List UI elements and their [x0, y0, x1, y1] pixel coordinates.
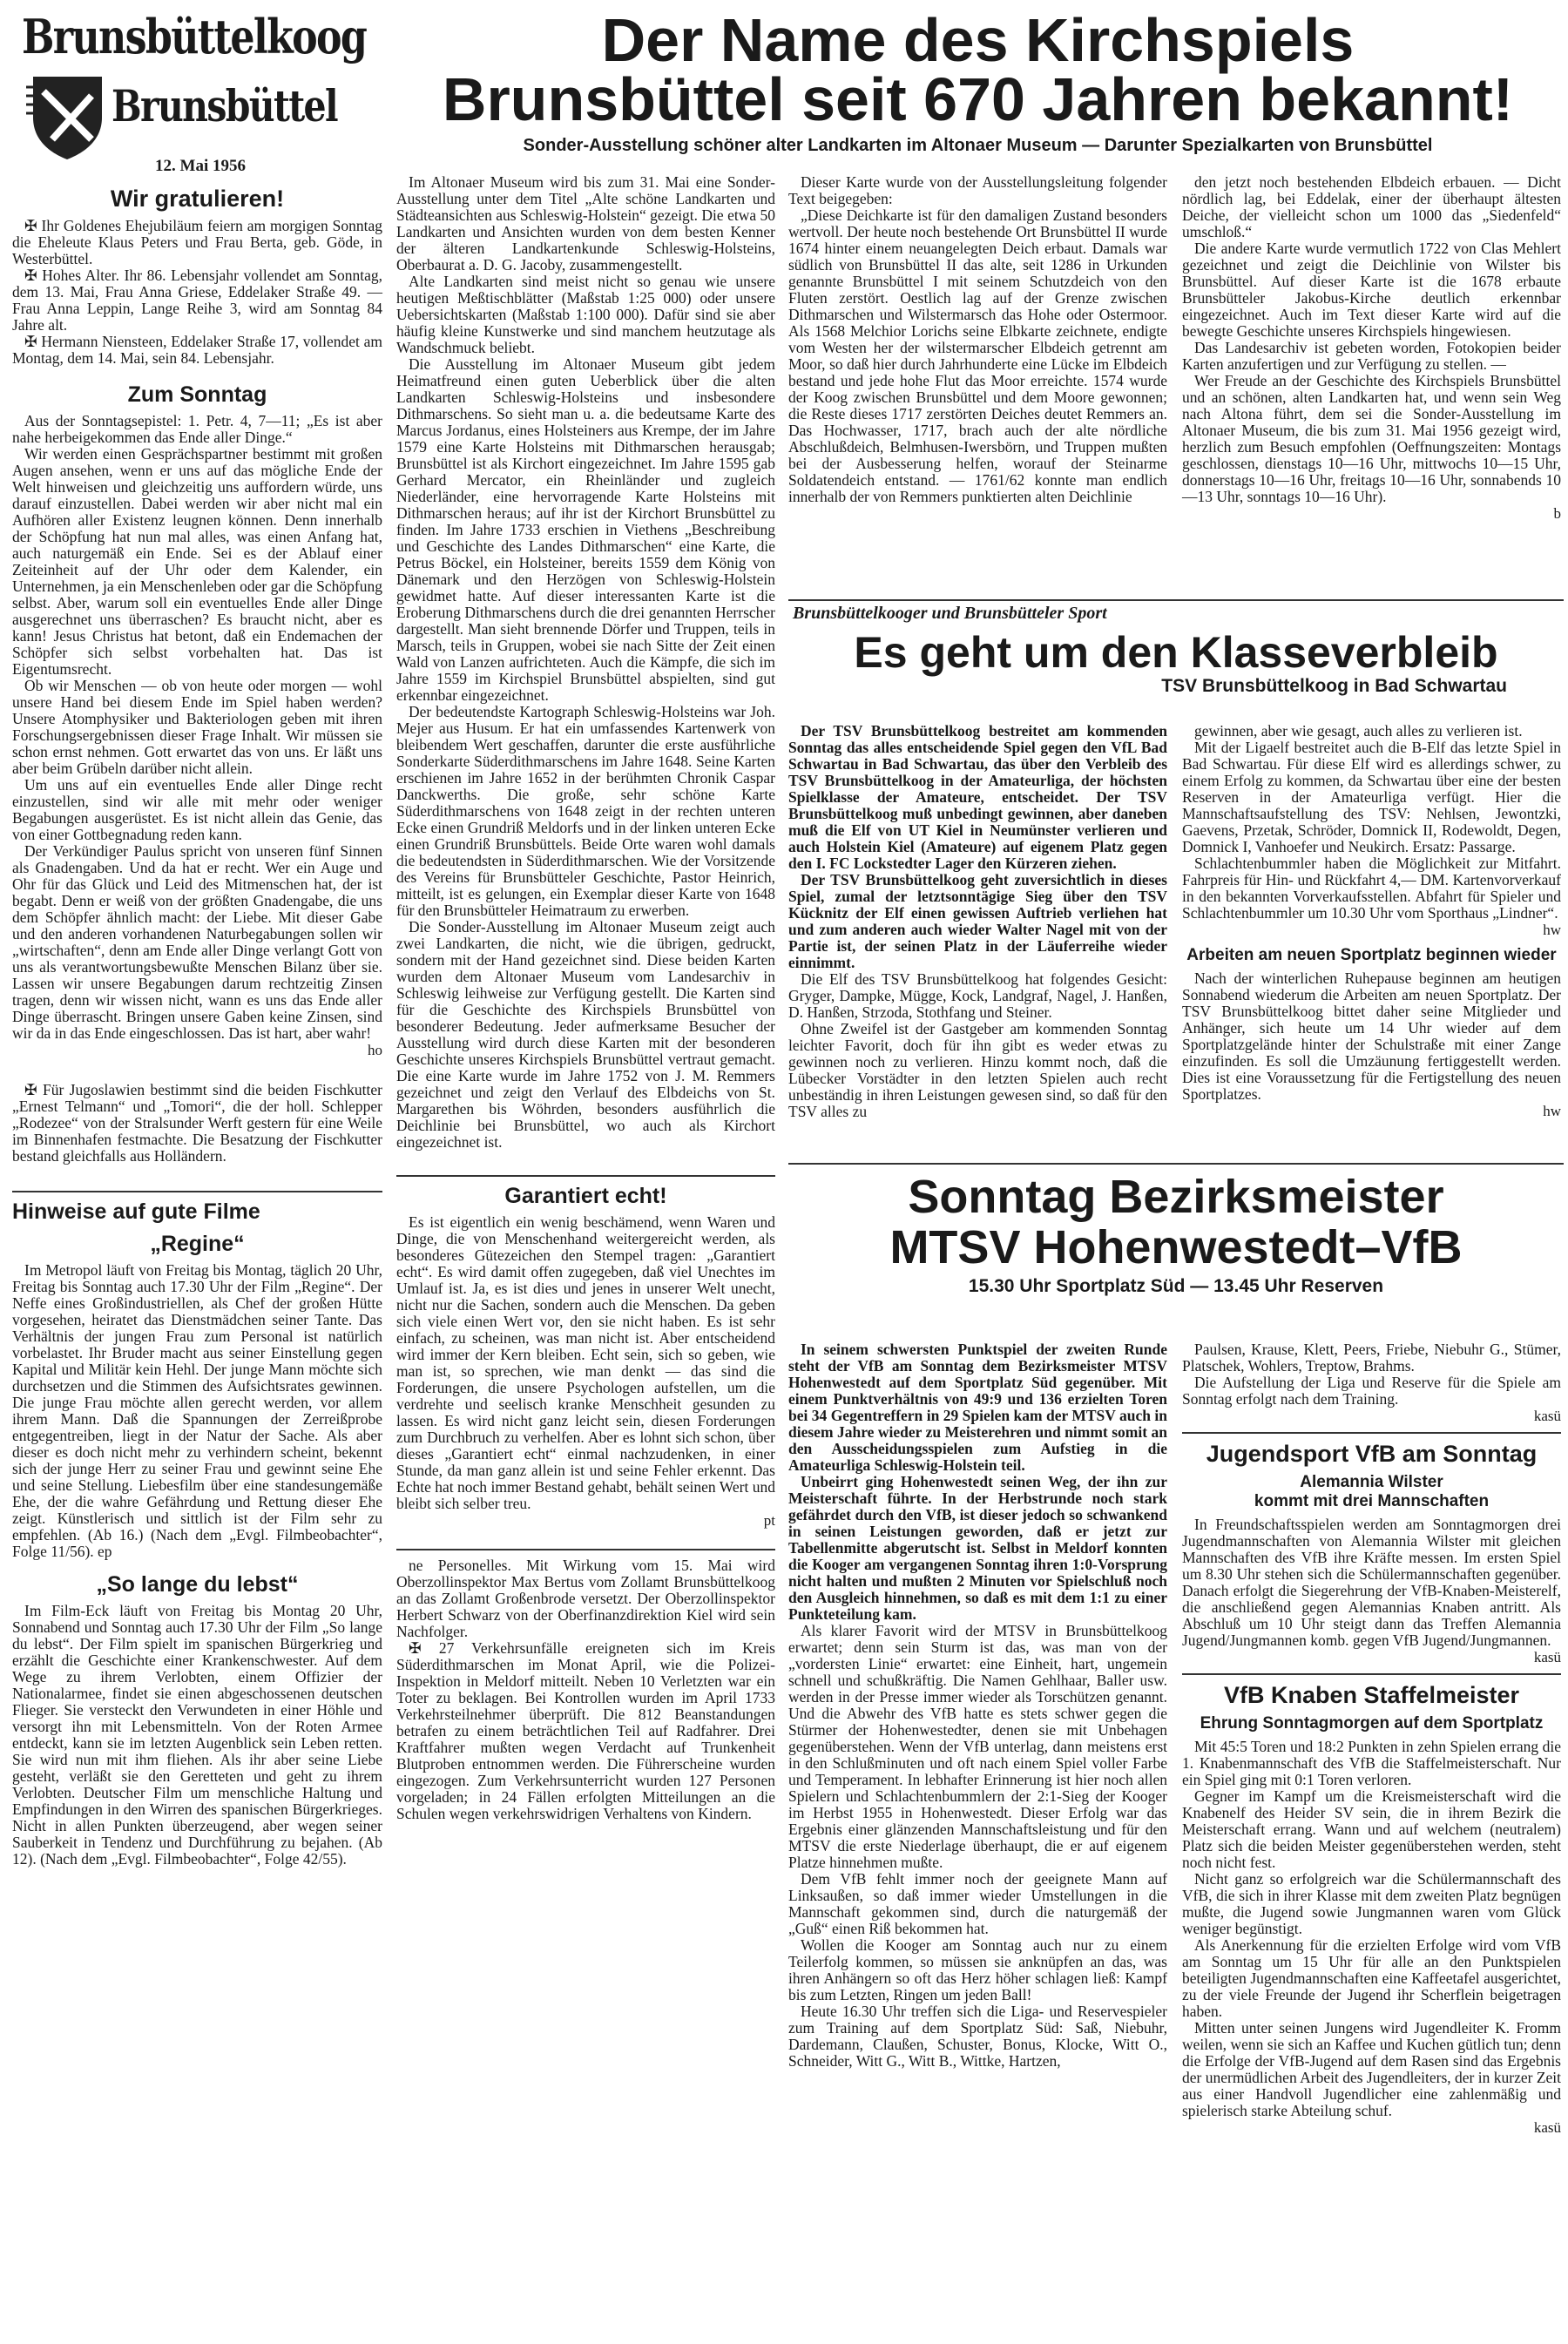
paragraph: Der TSV Brunsbüttelkoog geht zuversichtlich in dieses Spiel, zumal der letztsonntägige Sieg über den TSV Kücknitz der Elf einen gewissen Auftrieb verliehen hat und zum anderen auch wieder Walter Nagel mit von der Partie ist, der seinen Platz in der Läuferreihe wieder einnimmt.: [788, 871, 1167, 971]
paragraph: Unbeirrt ging Hohenwestedt seinen Weg, der ihn zur Meisterschaft führte. In der Herbstrunde noch stark gefährdet durch den VfB, ist dieser jedoch so schwankend in seinen Leistungen geworden, daß er jetzt zur Tabellenmitte abgerutscht ist. Selbst in Meldorf konnten die Kooger am vergangenen Sonntag ihren 1:0-Vorsprung nicht halten und mußten 2 Minuten vor Spielschluß noch den Ausgleich hinnehmen, so daß es mit dem 1:1 zu einer Punkteteilung kam.: [788, 1473, 1167, 1623]
paragraph: den jetzt noch bestehenden Elbdeich erbauen. — Dicht nördlich lag, bei Eddelak, einer der überhaupt ältesten Deiche, der vielleicht schon um 1000 das „Siedenfeld“ umschloß.“: [1182, 173, 1561, 240]
paragraph: Als Anerkennung für die erzielten Erfolge wird vom VfB am Sonntag um 15 Uhr für alle an den Punktspielen beteiligten Jugendmannschaften eine Kaffeetafel ausgerichtet, zu der viele Freunde der Jugend ihr Scherflein beigetragen haben.: [1182, 1936, 1561, 2020]
section-title-knaben-staffelmeister: VfB Knaben Staffelmeister: [1223, 1682, 1520, 1708]
sport-subline-hohenwestedt: 15.30 Uhr Sportplatz Süd — 13.45 Uhr Reserven: [968, 1276, 1384, 1296]
author-sig: hw: [1543, 922, 1561, 938]
paragraph: Wer Freude an der Geschichte des Kirchspiels Brunsbüttel und an schönen, alten Landkarten hat, und wenn sein Weg nach Altona führt, dem sei die Sonder-Ausstellung im Altonaer Museum, die bis zum 31. Mai 1956 gezeigt wird, herzlich zum Besuch empfohlen (Oeffnungszeiten: Montags geschlossen, dienstags 10—16 Uhr, mittwochs 10—15 Uhr, donnerstags 10—16 Uhr, freitags 10—16 Uhr, sonnabends 10—13 Uhr, sonntags 10—16 Uhr).: [1182, 372, 1561, 505]
paragraph: Im Altonaer Museum wird bis zum 31. Mai eine Sonder-Ausstellung unter dem Titel „Alte schöne Landkarten und Städteansichten aus Schleswig-Holstein“ gezeigt. Die etwa 50 Landkarten und Ansichten wurden von dem besten Kenner der älteren Landkartenkunde Schleswig-Holsteins, Oberbaurat a. D. G. Jacoby, zusammengestellt.: [396, 173, 775, 274]
film-title-regine: „Regine“: [150, 1232, 245, 1256]
knaben-body: [1182, 1739, 1561, 2119]
film-title-so-lange-du-lebst: „So lange du lebst“: [96, 1572, 299, 1597]
paragraph: Es ist eigentlich ein wenig beschämend, wenn Waren und Dinge, die von Menschenhand weitergereicht werden, als besonderes Gütezeichen den Stempel tragen: „Garantiert echt“. Es wird damit offen zugegeben, daß viel Unechtes im Umlauf ist. Ja, es ist dies und jenes in unserer Welt unecht, nicht nur die Sachen, sondern auch die Menschen. Da geben sich viele einen Wert vor, den sie nicht haben. Es ist sehr einfach, zu scheinen, was man nicht ist. Aber entscheidend wird immer der Kern bleiben. Echt sein, sich so geben, wie man ist, so sprechen, wie man denkt — das sind die Forderungen, die unsere Psychologen aufstellen, um die verdrehte und seelisch kranke Menschheit gesunden zu lassen. Es wird nicht ganz leicht sein, diesen Forderungen zum Durchbruch zu verhelfen. Aber es lohnt sich schon, über dieses „Garantiert echt“ einmal nachzudenken, in einer Stunde, da man ganz allein ist und seine Fehler erkennt. Das Echte hat noch immer Bestand gehabt, behält seinen Wert und bleibt sich selber treu.: [396, 1213, 775, 1512]
paragraph: Mit der Ligaelf bestreitet auch die B-Elf das letzte Spiel in Bad Schwartau. Für diese Elf wird es allerdings schwer, zu einem Erfolg zu kommen, da Schwartau über eine der besten Reserven in der Amateurliga verfügt. Hier die Mannschaftsaufstellung des TSV: Nehlsen, Jewontzki, Gaevens, Przetak, Schröder, Domnick II, Rodewoldt, Degen, Domnick I, Vanhoefer und Neukirch. Ersatz: Passarge.: [1182, 739, 1561, 855]
sport-a2-body-cont: [1182, 1341, 1561, 1408]
author-sig: kasü: [1533, 1649, 1561, 1665]
paragraph: Wollen die Kooger am Sonntag auch nur zu einem Teilerfolg kommen, so müssen sie anknüpfen an das, was ihren Anhängern so oft das Herz höher schlagen ließ: Kampf bis zum Letzten, Ringen um jeden Ball!: [788, 1936, 1167, 2003]
paragraph: In seinem schwersten Punktspiel der zweiten Runde steht der VfB am Sonntag dem Bezirksmeister MTSV Hohenwestedt auf dem Sportplatz Süd gegenüber. Mit einem Punktverhältnis von 49:9 und 136 erzielten Toren bei 34 Gegentreffern in 29 Spielen kam der MTSV auch in diesem Jahre wieder zu Meisterehren und nimmt somit an den Ausscheidungsspielen zum Aufstieg in die Amateurliga Schleswig-Holstein teil.: [788, 1341, 1167, 1474]
sport-headline-hohenwestedt: [793, 1172, 1559, 1297]
lead-article-part-2: [788, 174, 1167, 505]
jugendsport-subline-1: Alemannia Wilster: [1300, 1473, 1443, 1491]
paragraph: Dieser Karte wurde von der Ausstellungsleitung folgender Text beigegeben:: [788, 173, 1167, 207]
divider: [396, 1175, 775, 1177]
paragraph: Der bedeutendste Kartograph Schleswig-Holsteins war Joh. Mejer aus Husum. Er hat ein umfassendes Kartenwerk von bleibendem Wert geschaffen, darunter die erste ausführliche Sonderkarte Süderdithmarschens im Jahre 1648. Seine Karten erschienen im Jahre 1652 in der berühmten Chronik Caspar Danckwerths. Die große, sehr schöne Karte Süderdithmarschens von 1648 zeigt in der rechten unteren Ecke einen Grundriß Meldorfs und in der linken unteren Ecke einen Grundriß Brunsbüttels. Beide Orte waren wohl damals die bedeutendsten in Süderdithmarschen. Wie der Vorsitzende des Vereins für Brunsbütteler Geschichte, Pastor Heinrich, mitteilt, ist es gelungen, ein Exemplar dieser Karte von 1648 für den Brunsbütteler Heimatraum zu erwerben.: [396, 703, 775, 919]
garantiert-echt-body: [396, 1214, 775, 1512]
headline-line-2: MTSV Hohenwestedt–VfB: [889, 1221, 1463, 1273]
masthead: [17, 9, 383, 174]
lead-article-part-1: [396, 174, 775, 1151]
headline-line-2: Brunsbüttel seit 670 Jahren bekannt!: [442, 65, 1514, 133]
paragraph: Die Aufstellung der Liga und Reserve für die Spiele am Sonntag erfolgt nach dem Training.: [1182, 1374, 1561, 1408]
paragraph: Der Verkündiger Paulus spricht von unseren fünf Sinnen als Gnadengaben. Und da hat er recht. Wer ein Auge und Ohr für das Glück und Leid des Mitmenschen hat, der ist begabt. Denn er weiß von der größten Gnadengabe, die uns dem Schöpfer ähnlich macht: der Liebe. Mit dieser Gabe und den anderen vorhandenen Naturbegabungen sollen wir „wirtschaften“, denn am Ende aller Dinge verlangt Gott von uns als verantwortungsbewußte Menschen Bilanz über sie. Lassen wir unsere Begabungen darum rechtzeitig Zinsen tragen, denn wir wissen nicht, wann es uns das Ende aller Dinge überrascht. Bringen unsere Gaben keine Zinsen, sind wir da in das Ende eingeschlossen. Das ist hart, aber wahr!: [12, 842, 382, 1042]
divider: [1182, 1673, 1561, 1675]
sport-a1-body: [788, 971, 1167, 1120]
paragraph: gewinnen, aber wie gesagt, auch alles zu verlieren ist.: [1194, 722, 1523, 740]
sport-headline-klasseverbleib: Es geht um den Klasseverbleib: [854, 628, 1498, 677]
author-sig: kasü: [1533, 2119, 1561, 2136]
local-news-briefs: [396, 1557, 775, 1822]
sport-kicker: Brunsbüttelkooger und Brunsbütteler Sport: [793, 604, 1107, 623]
paragraph: Wir werden einen Gesprächspartner bestimmt mit großen Augen ansehen, wenn er uns auf das mögliche Ende der Welt hinweisen und gleichzeitig uns auffordern würde, uns darauf einzustellen. Dabei werden wir aber nicht mal ein Aufhören aller Existenz leugnen können. Denn innerhalb der Schöpfung hat nun mal alles, was einen Anfang hat, auch naturgemäß ein Ende. Sei es der Ablauf einer Zeiteinheit auf der Uhr oder dem Kalender, ein Unternehmen, ja ein Menschenleben oder gar die Schöpfung selbst. Aber, warum soll ein eventuelles Ende aller Dinge ausgerechnet uns überraschen? Es braucht nicht, aber es kann! Jesus Christus hat betont, daß ein Endemachen der Schöpfer sich selbst vorbehalten hat. Das ist Eigentumsrecht.: [12, 445, 382, 678]
paragraph: Die Elf des TSV Brunsbüttelkoog hat folgendes Gesicht: Gryger, Dampke, Mügge, Kock, Landgraf, Nagel, J. Hanßen, D. Hanßen, Strzoda, Stothfang und Steiner.: [788, 970, 1167, 1021]
paragraph: ✠ Ihr Goldenes Ehejubiläum feiern am morgigen Sonntag die Eheleute Klaus Peters und Frau Berta, geb. Göde, in Westerbüttel.: [12, 217, 382, 267]
paragraph: ✠ Hermann Niensteen, Eddelaker Straße 17, vollendet am Montag, dem 14. Mai, sein 84. Lebensjahr.: [12, 333, 382, 367]
sport-a1-column-3: [788, 723, 1167, 1120]
column-4-lead: [1182, 174, 1561, 523]
film-review-so-lange-du-lebst: Im Film-Eck läuft von Freitag bis Montag 20 Uhr, Sonnabend und Sonntag auch 17.30 Uhr der Film „So lange du lebst“. Der Film spielt im spanischen Bürgerkrieg und erzählt die Geschichte einer Krankenschwester. Auf dem Wege zu ihrem Verlobten, einem Offizier der Nationalarmee, findet sie einen abgeschossenen deutschen Flieger. Sie versteckt den Verwundeten in einer Höhle und versorgt ihn mit Lebensmitteln. Von der Roten Armee entdeckt, kann sie im letzten Augenblick sein Leben retten. Sie wird nun mit ihm fliehen. Als ihr aber seine Liebe gesteht, verläßt sie den Geretteten und geht zu ihrem Verlobten. Deutscher Film um menschliche Haltung und Empfindungen in den Wirren des spanischen Bürgerkrieges. Nicht in allen Punkten überzeugend, aber wegen seiner Sauberkeit in Tendenz und Durchführung zu bejahen. (Ab 12). (Nach dem „Evgl. Filmbeobachter“, Folge 42/55).: [12, 1602, 382, 1868]
sport-section-header: [793, 604, 1559, 697]
paragraph: Ohne Zweifel ist der Gastgeber am kommenden Sonntag leichter Favorit, doch für ihn gibt es weder etwas zu gewinnen noch zu verlieren. Hinzu kommt noch, daß die Lübecker Vorstädter in den letzten Spielen auch recht unbeständig in ihren Leistungen gewesen sind, so daß für den TSV alles zu: [788, 1020, 1167, 1120]
section-title-sportplatz: Arbeiten am neuen Sportplatz beginnen wieder: [1186, 946, 1557, 964]
divider: [788, 1163, 1564, 1165]
masthead-title-brunsbuettel: Brunsbüttel: [112, 80, 337, 132]
author-sig: ho: [368, 1042, 382, 1058]
sport-a2-body: [788, 1623, 1167, 2070]
section-title-jugendsport: Jugendsport VfB am Sonntag: [1206, 1441, 1538, 1467]
masthead-title-brunsbuettelkoog: Brunsbüttelkoog: [22, 9, 367, 64]
sport-a1-body-cont: [1182, 723, 1561, 922]
column-2: [396, 174, 775, 1822]
film-review-regine: Im Metropol läuft von Freitag bis Montag, täglich 20 Uhr, Freitag bis Sonntag auch 17.30 Uhr der Film „Regine“. Der Neffe eines Großindustriellen, als Chef der großen Hütte vorgesehen, heiratet das Dienstmädchen seiner Tante. Das Verhältnis der jungen Frau zum Personal ist natürlich vorbelastet. Ihr Bruder macht aus seiner Einstellung gegen Kapital und Militär kein Hehl. Der junge Mann möchte sich durchsetzen und die Stimmen des Aufsichtsrates gewinnen. Die junge Frau möchte allen gerecht werden, vor allem ihrem Mann. Daß die Spannungen der Zerreißprobe entgegentreiben, liegt in der Natur der Sache. Als aber dieser es doch nicht mehr zu verhindern scheint, bekennt sich der junge Herr zu seiner Frau und gewinnt seine Ehe und seine Stellung. Liebesfilm über eine standesungemäße Ehe, der die wahre Gefährdung und Rettung dieser Ehe zeigt. Künstlerisch und sittlich ist der Film sehr zu empfehlen. (Ab 16.) (Nach dem „Evgl. Filmbeobachter“, Folge 11/56). ep: [12, 1261, 382, 1560]
sport-a2-lead: [788, 1341, 1167, 1623]
paragraph: Dem VfB fehlt immer noch der geeignete Mann auf Linksaußen, so daß immer wieder Umstellungen in die Mannschaft gekommen sind, durch die naturgemäß der „Guß“ einen Riß bekommen hat.: [788, 1870, 1167, 1937]
paragraph: ✠ 27 Verkehrsunfälle ereigneten sich im Kreis Süderdithmarschen im Monat April, wie die Polizei-Inspektion in Meldorf mitteilt. Neben 10 Verletzten war ein Toter zu beklagen. Bei Kontrollen wurden im April 1733 Verkehrsteilnehmer überprüft. Die 812 Beanstandungen betrafen zu einem beträchtlichen Teil auf Radfahrer. Drei Kraftfahrer mußten wegen Verdacht auf Trunkenheit Blutproben entnommen werden. Die Führerscheine wurden eingezogen. Zum Verkehrsunterricht wurden 127 Personen vorgeladen; in 24 Fällen erfolgten Mitteilungen an die Schulen wegen verkehrswidrigen Verhaltens von Kindern.: [396, 1639, 775, 1822]
sport-a1-column-4: [1182, 723, 1561, 1120]
section-title-gratulieren: Wir gratulieren!: [110, 186, 285, 212]
jugendsport-subline-2: kommt mit drei Mannschaften: [1254, 1492, 1490, 1510]
paragraph: Aus der Sonntagsepistel: 1. Petr. 4, 7—11; „Es ist aber nahe herbeigekommen das Ende aller Dinge.“: [12, 412, 382, 446]
paragraph: Heute 16.30 Uhr treffen sich die Liga- und Reservespieler zum Training auf dem Sportplatz Süd: Saß, Niebuhr, Dardemann, Claußen, Schuster, Bonus, Klocke, Witt O., Schneider, Witt G., Witt B., Wittke, Hartzen,: [788, 2003, 1167, 2070]
lead-headline: [392, 6, 1564, 156]
sport-a2-column-3: [788, 1341, 1167, 2070]
sport-a1-lead: [788, 723, 1167, 971]
paragraph: Schlachtenbummler haben die Möglichkeit zur Mitfahrt. Fahrpreis für Hin- und Rückfahrt 4,— DM. Kartenvorverkauf in den bekannten Vorverkaufsstellen. Abfahrt für Spieler und Schlachtenbummler um 10.30 Uhr vom Sporthaus „Lindner“.: [1182, 855, 1561, 922]
coat-of-arms-icon: [26, 70, 109, 161]
author-sig: b: [1553, 505, 1561, 522]
zum-sonntag-body: [12, 413, 382, 1042]
paragraph: Die Sonder-Ausstellung im Altonaer Museum zeigt auch zwei Landkarten, die nicht, wie die übrigen, gedruckt, sondern mit der Hand gezeichnet sind. Diese beiden Karten wurden dem Altonaer Museum vom Landesarchiv in Schleswig leihweise zur Verfügung gestellt. Die Karten sind für die Geschichte des Kirchspiels Brunsbüttel von besonderer Bedeutung. Jeder aufmerksame Besucher der Ausstellung wird durch diese Karten mit der besonderen Geschichte unseres Kirchspiels Brunsbüttel vertraut gemacht. Die eine Karte wurde im Jahre 1752 von J. M. Remmers gezeichnet und zeigt den Verlauf des Elbdeichs von St. Margarethen bis Wöhrden, besonders ausführlich die Deichlinie bei Brunsbüttel, wo auch als Kirchort eingezeichnet ist.: [396, 918, 775, 1151]
paragraph: Die andere Karte wurde vermutlich 1722 von Clas Mehlert gezeichnet und zeigt die Deichlinie von Wilster bis Brunsbüttel. Auf dieser Karte ist die 1678 erbaute Brunsbütteler Jakobus-Kirche deutlich erkennbar eingezeichnet. Auch im Text dieser Karte wird auf die bewegte Geschichte unseres Kirchspiels hingewiesen.: [1182, 240, 1561, 340]
author-sig: pt: [763, 1512, 775, 1529]
paragraph: Paulsen, Krause, Klett, Peers, Friebe, Niebuhr G., Stümer, Platschek, Wohlers, Treptow, Brahms.: [1182, 1341, 1561, 1375]
author-sig: hw: [1543, 1103, 1561, 1119]
author-sig: kasü: [1533, 1408, 1561, 1424]
lead-article-part-3: [1182, 174, 1561, 505]
paragraph: „Diese Deichkarte ist für den damaligen Zustand besonders wertvoll. Der heute noch bestehende Ort Brunsbüttel II wurde 1674 hinter einem neuangelegten Deich erbaut. Damals war südlich von Brunsbüttel II das alte, seit 1286 in Urkunden genannte Brunsbüttel I mit seinem Schutzdeich von den Fluten zerstört. Oestlich lag auf der Grenze zwischen Dithmarschen und Wilstermarsch das Hohe oder Ostermoor. Als 1568 Melchior Lorichs seine Elbkarte zeichnete, endigte vom Westen her der wilstermarscher Elbdeich getrennt am Moor, so daß hier durch Jahrhunderte eine Lücke im Elbdeich bestand und jede hohe Flut das Moor erreichte. 1574 wurde der Koog zwischen Brunsbüttel und dem Moore gewonnen; die Reste dieses 1717 zerstörten Deiches deutet Remmers an. Das Hochwasser, 1717, brach auch der alte nördliche Abschlußdeich, Belmhusen-Iwersbörn, und Truppen mußten bei der Ausbesserung helfen, worauf der Steinarme Soldatendeich entstand. — 1761/62 konnte man endlich innerhalb der von Remmers punktierten alten Deichlinie: [788, 206, 1167, 505]
paragraph: ne Personelles. Mit Wirkung vom 15. Mai wird Oberzollinspektor Max Bertus vom Zollamt Brunsbüttelkoog an das Zollamt Großenbrode versetzt. Der Oberzollinspektor Herbert Schwarz von der Oberfinanzdirektion Kiel wird sein Nachfolger.: [396, 1557, 775, 1640]
paragraph: Mit 45:5 Toren und 18:2 Punkten in zehn Spielen errang die 1. Knabenmannschaft des VfB die Staffelmeisterschaft. Nur ein Spiel ging mit 0:1 Toren verloren.: [1182, 1738, 1561, 1788]
paragraph: Der TSV Brunsbüttelkoog bestreitet am kommenden Sonntag das alles entscheidende Spiel gegen den VfL Bad Schwartau in Bad Schwartau, das über den Verbleib des TSV Brunsbüttelkoog in der Amateurliga, der höchsten Spielklasse der Amateure, entscheidet. Der TSV Brunsbüttelkoog muß unbedingt gewinnen, aber daneben muß die Elf von UT Kiel in Neumünster verlieren und auch Holstein Kiel (Amateure) auf eigenem Platz gegen den I. FC Lockstedter Lager den Kürzeren ziehen.: [788, 722, 1167, 872]
section-title-zum-sonntag: Zum Sonntag: [127, 382, 267, 407]
paragraph: In Freundschaftsspielen werden am Sonntagmorgen drei Jugendmannschaften von Alemannia Wilster mit gleichen Mannschaften des VfB ihre Kräfte messen. Im ersten Spiel um 8.30 Uhr stehen sich die Schülermannschaften gegenüber. Danach erfolgt die Siegerehrung der VfB-Knaben-Meisterelf, die anschließend gegen Alemannias Knaben antritt. Als Abschluß um 10 Uhr steigt dann das Treffen Alemannia Jugend/Jungmannen komb. gegen VfB Jugend/Jungmannen.: [1182, 1516, 1561, 1649]
sportplatz-body: Nach der winterlichen Ruhepause beginnen am heutigen Sonnabend wiederum die Arbeiten am neuen Sportplatz. Der TSV Brunsbüttelkoog bittet daher seine Mitglieder und Anhänger, sich heute um 14 Uhr wieder auf dem Sportplatzgelände hinter der Schulstraße mit einer Zange einzufinden. Es soll die Umzäunung fertiggestellt werden. Dies ist eine Voraussetzung für die Fertigstellung des neuen Sportplatzes.: [1182, 969, 1561, 1103]
paragraph: Gegner im Kampf um die Kreismeisterschaft wird die Knabenelf des Heider SV sein, die in ihrem Bezirk die Meisterschaft errang. Wann und auf welchem (neutralem) Platz sich die beiden Meister gegenüberstehen werden, steht noch nicht fest.: [1182, 1787, 1561, 1871]
lead-subheadline: Sonder-Ausstellung schöner alter Landkarten im Altonaer Museum — Darunter Spezialkarten von Brunsbüttel: [523, 136, 1433, 155]
knaben-subline: Ehrung Sonntagmorgen auf dem Sportplatz: [1200, 1714, 1544, 1733]
issue-date: 12. Mai 1956: [155, 157, 246, 175]
jugendsport-body: [1182, 1517, 1561, 1649]
section-title-filme: Hinweise auf gute Filme: [12, 1199, 260, 1224]
divider: [12, 1191, 382, 1192]
paragraph: Alte Landkarten sind meist nicht so genau wie unsere heutigen Meßtischblätter (Maßstab 1:25 000) oder unsere Uebersichtskarten (Maßstab 1:100 000). Dafür sind sie aber häufig kleine Kunstwerke und sind manchem heutzutage als Wandschmuck beliebt.: [396, 273, 775, 356]
sport-a2-column-4: [1182, 1341, 1561, 2137]
column-1: [12, 179, 382, 1868]
divider: [1182, 1432, 1561, 1434]
section-title-garantiert-echt: Garantiert echt!: [504, 1184, 667, 1208]
paragraph: Ob wir Menschen — ob von heute oder morgen — wohl unsere Hand bei diesem Ende im Spiel haben werden? Unsere Atomphysiker und Bakteriologen geben mit ihren Forschungsergebnissen dieser Frage Inhalt. Wir müssen sie schon ernst nehmen. Gott erwartet das von uns. Er läßt uns aber beim Grübeln darüber nicht allein.: [12, 677, 382, 777]
paragraph: Als klarer Favorit wird der MTSV in Brunsbüttelkoog erwartet; denn sein Sturm ist das, was man von der „vordersten Linie“ erwartet: eine Einheit, hart, ungemein schnell und schußkräftig. Die Namen Gehlhaar, Baller usw. werden in der Presse immer wieder als Torschützen genannt. Und die Abwehr des VfB hatte es stets schwer gegen die Stürmer der Hohenwestedter, denen sie mit Unbehagen gegenüberstehen. Wenn der VfB unterlag, dann meistens erst in den Schlußminuten und oft nach einem Spiel voller Farbe und Temperament. In lebhafter Erinnerung ist hier noch allen Spielern und Schlachtenbummlern der 2:1-Sieg der Kooger im Herbst 1955 in Hohenwestedt. Dieser Erfolg war das Ergebnis einer glänzenden Mannschaftsleistung und für den MTSV die erste Niederlage überhaupt, die er auf eigenem Platze hinnehmen mußte.: [788, 1622, 1167, 1871]
jugoslawien-notice: ✠ Für Jugoslawien bestimmt sind die beiden Fischkutter „Ernest Telmann“ und „Tomori“, die der holl. Schlepper „Rodezee“ von der Stralsunder Werft gestern für eine Weile im Binnenhafen festmachte. Die Besatzung der Fischkutter bestand gleichfalls aus Holländern.: [12, 1081, 382, 1165]
divider: [788, 599, 1564, 601]
column-3-lead: [788, 174, 1167, 505]
paragraph: Mitten unter seinen Jungens wird Jugendleiter K. Fromm weilen, wenn sie sich an Kaffee und Kuchen gütlich tun; denn die Erfolge der VfB-Jugend auf dem Rasen sind das Ergebnis der unermüdlichen Arbeit des Jugendleiters, der in kurzer Zeit aus einer Handvoll Jugendlicher eine zahlenmäßig und spielerisch starke Abteilung schuf.: [1182, 2019, 1561, 2119]
paragraph: Nicht ganz so erfolgreich war die Schülermannschaft des VfB, die sich in ihrer Klasse mit dem zweiten Platz begnügen mußte, die Jugend sowie Jungmannen waren vom Glück weniger begünstigt.: [1182, 1870, 1561, 1937]
headline-line-1: Sonntag Bezirksmeister: [908, 1171, 1444, 1223]
paragraph: Um uns auf ein eventuelles Ende aller Dinge recht einzustellen, sind wir alle mit mehr oder weniger Begabungen ausgerüstet. Es ist nicht allein das Genie, das von einer Gottbegnadung reden kann.: [12, 776, 382, 843]
headline-line-1: Der Name des Kirchspiels: [601, 6, 1355, 74]
paragraph: ✠ Hohes Alter. Ihr 86. Lebensjahr vollendet am Sonntag, dem 13. Mai, Frau Anna Griese, Eddelaker Straße 49. — Frau Anna Leppin, Lange Reihe 3, wird am Sonntag 84 Jahre alt.: [12, 267, 382, 334]
gratulieren-body: [12, 218, 382, 367]
sport-subline-klasseverbleib: TSV Brunsbüttelkoog in Bad Schwartau: [1161, 676, 1507, 696]
paragraph: Das Landesarchiv ist gebeten worden, Fotokopien beider Karten anzufertigen und zur Verfügung zu stellen. —: [1182, 339, 1561, 373]
paragraph: Die Ausstellung im Altonaer Museum gibt jedem Heimatfreund einen guten Ueberblick über die alten Landkarten Schleswig-Holsteins und insbesondere Dithmarschens. So sieht man u. a. die bedeutsame Karte des Marcus Jordanus, eines Holsteiners aus Krempe, der im Jahre 1579 eine Karte Holsteins mit Dithmarschen herausgab; Brunsbüttel ist als Kirchort eingezeichnet. Im Jahre 1595 gab Gerhard Mercator, ein Rheinländer und zugleich Niederländer, eine hervorragende Karte Holsteins mit Dithmarschen heraus; auf ihr ist der Kirchort Brunsbüttel zu finden. Im Jahre 1733 erschien in Viethens „Beschreibung und Geschichte des Landes Dithmarschen“ eine Karte, die Petrus Böckel, ein Holsteiner, bereits 1559 dem König von Dänemark und den Herzögen von Schleswig-Holstein gewidmet hatte. Auf dieser interessanten Karte ist die Eroberung Dithmarschens durch die drei genannten Herrscher dargestellt. Man sieht brennende Dörfer und Truppen, teils in Marsch, teils in Gruppen, wobei sie nach Sitte der Zeit einen Wald von Lanzen aufrichteten. Auch die Kämpfe, die sich im Jahre 1559 im Kirchspiel Brunsbüttel abspielten, sind gut erkennbar eingezeichnet.: [396, 355, 775, 704]
divider: [396, 1549, 775, 1550]
